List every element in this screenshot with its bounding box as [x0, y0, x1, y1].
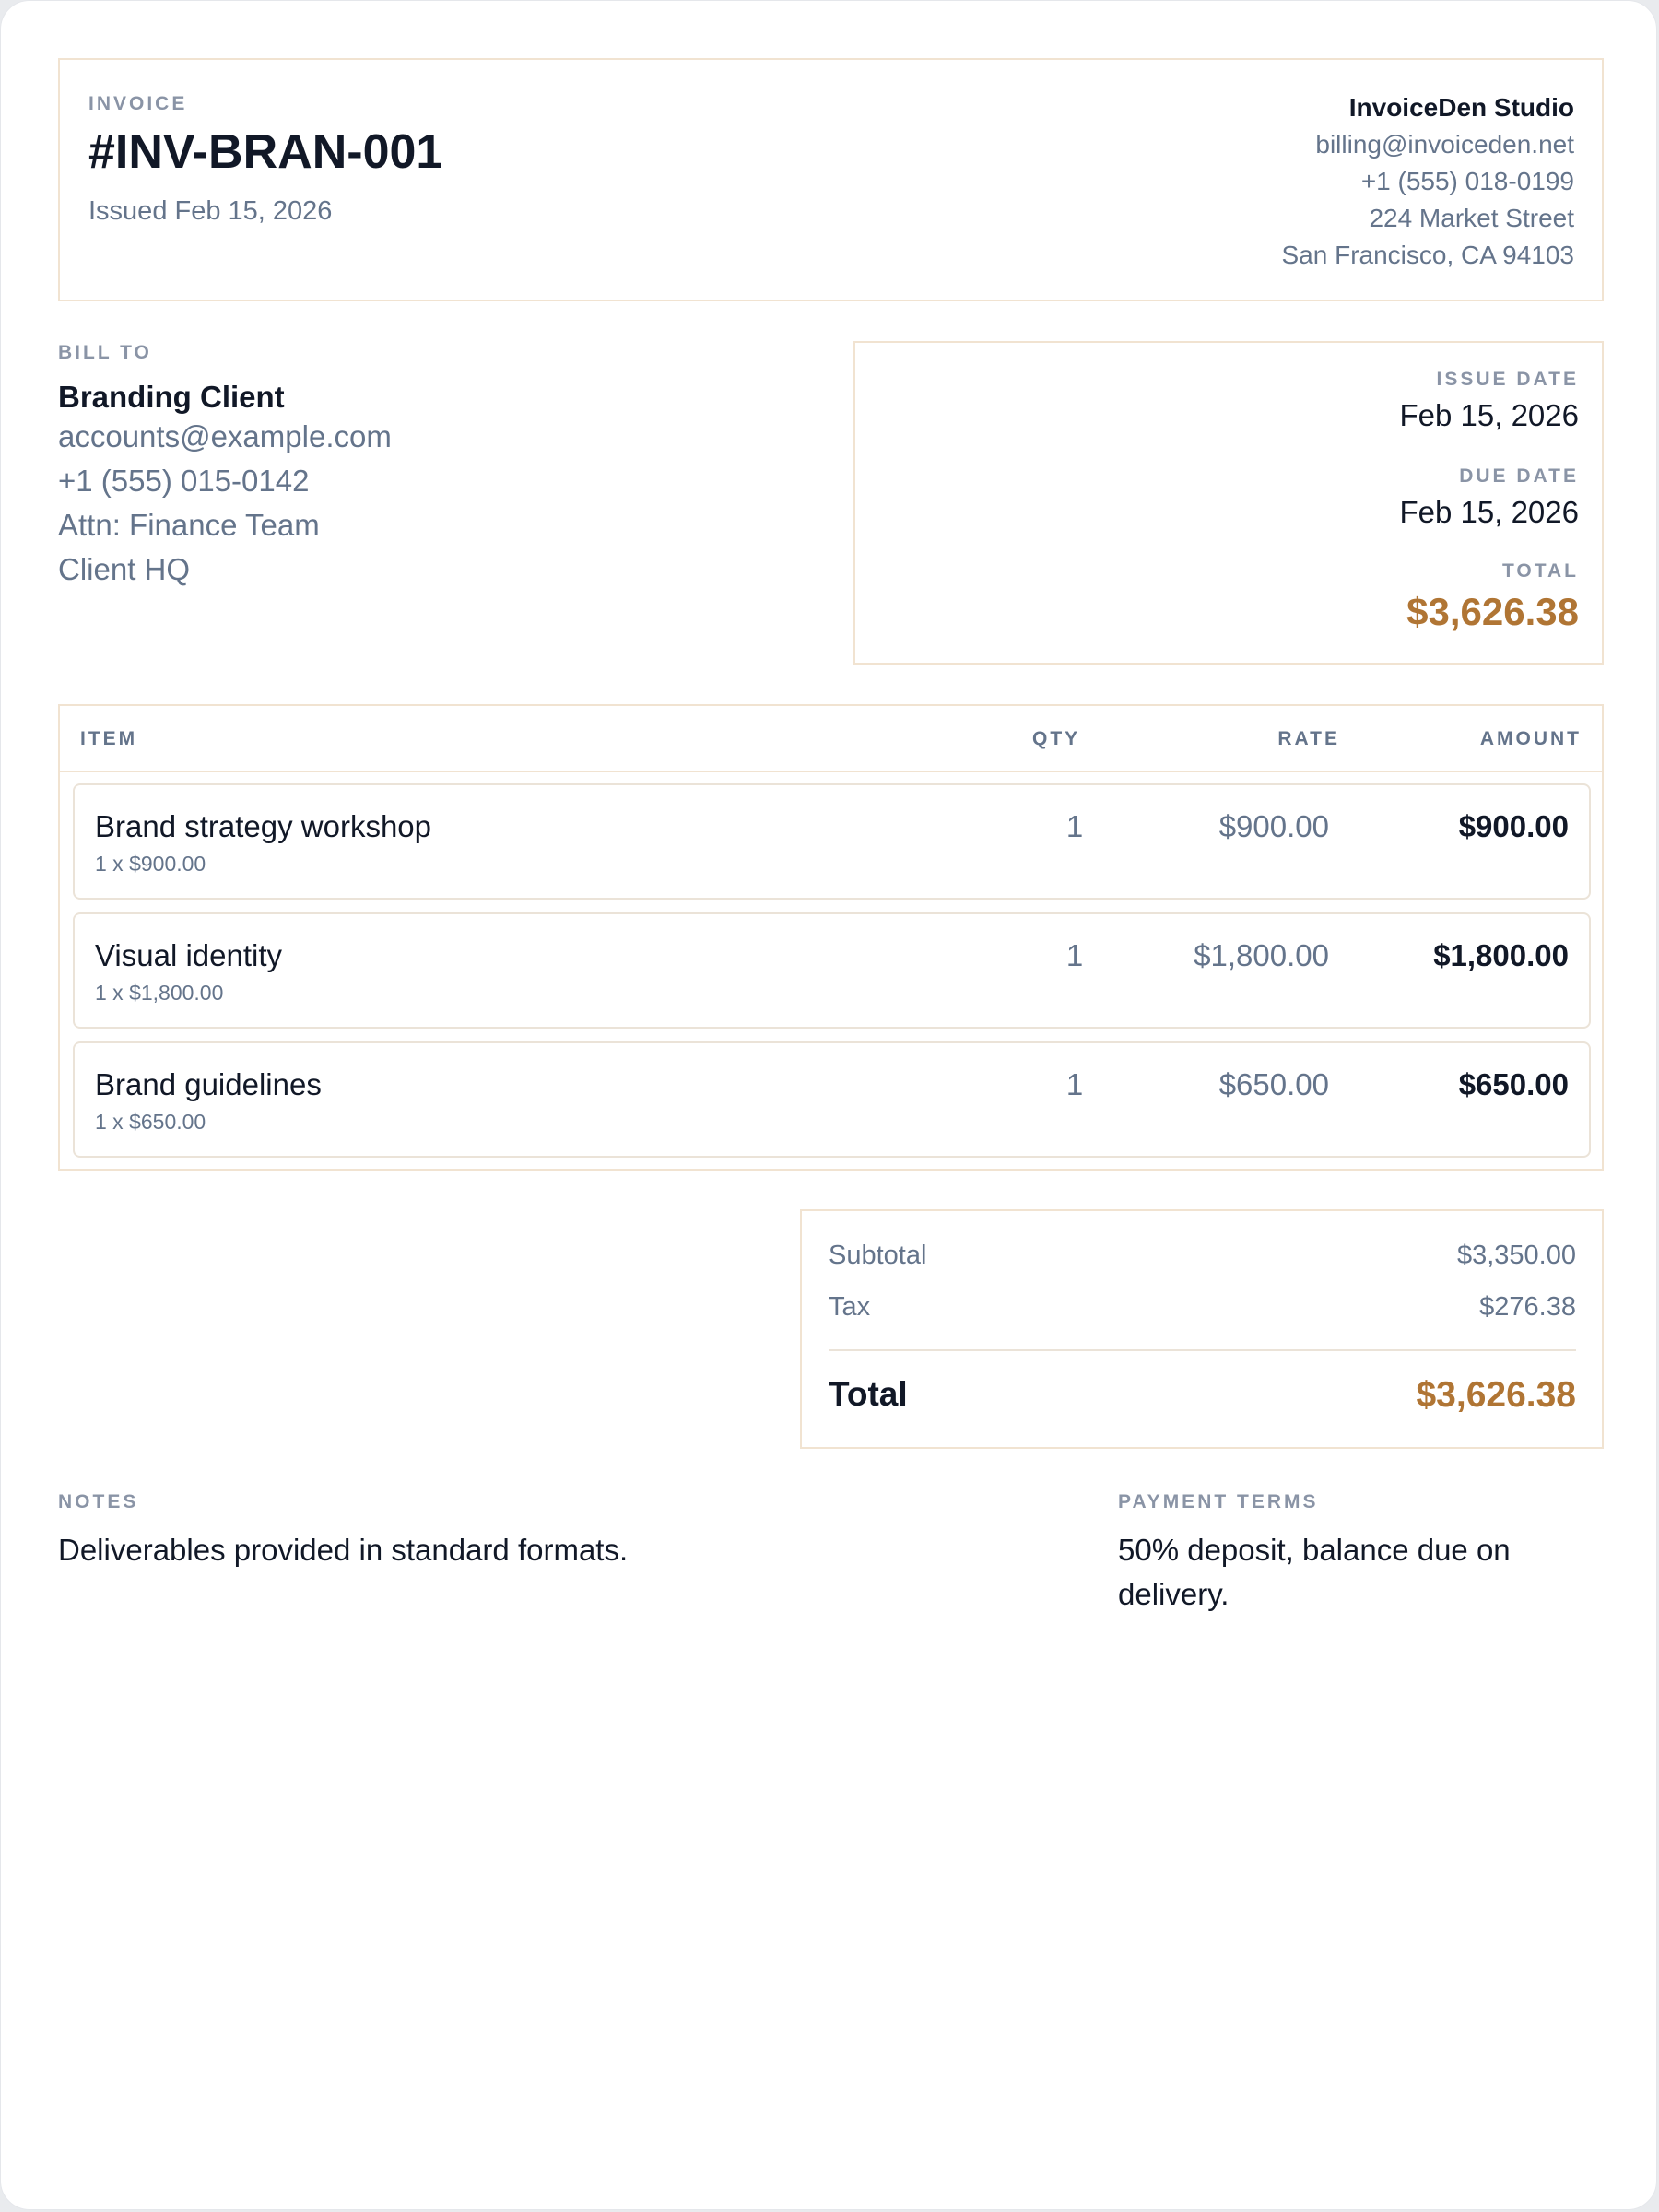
- totals-divider: [829, 1349, 1576, 1351]
- client-location: Client HQ: [58, 552, 191, 586]
- bill-to-label: BILL TO: [58, 342, 152, 363]
- client-email: accounts@example.com: [58, 419, 392, 453]
- summary-total-value: $3,626.38: [1406, 590, 1579, 633]
- invoice-eyebrow: INVOICE: [88, 93, 188, 114]
- header-rate: RATE: [1277, 728, 1340, 749]
- payment-terms-text: 50% deposit, balance due on delivery.: [1118, 1533, 1511, 1611]
- tax-label: Tax: [829, 1292, 871, 1322]
- item-detail: 1 x $650.00: [95, 1110, 206, 1134]
- subtotal-value: $3,350.00: [1456, 1241, 1576, 1270]
- item-name: Brand strategy workshop: [95, 809, 432, 843]
- item-qty: 1: [1065, 809, 1084, 843]
- studio-info: [1281, 89, 1574, 274]
- studio-name: InvoiceDen Studio: [1348, 93, 1574, 122]
- header-item: ITEM: [80, 728, 138, 749]
- client-name: Branding Client: [58, 380, 285, 414]
- item-detail: 1 x $900.00: [95, 852, 206, 876]
- notes-text: Deliverables provided in standard formats.: [58, 1533, 629, 1567]
- totals-box: [800, 1209, 1604, 1449]
- table-header: [60, 706, 1602, 772]
- payment-terms-section: [1118, 1491, 1579, 1617]
- issue-date-block: [1400, 369, 1580, 433]
- item-qty: 1: [1065, 938, 1084, 972]
- subtotal-label: Subtotal: [829, 1241, 927, 1270]
- notes-section: [58, 1491, 980, 1572]
- studio-street: 224 Market Street: [1369, 204, 1574, 232]
- item-rate: $900.00: [1218, 809, 1329, 843]
- invoice-number: #INV-BRAN-001: [88, 125, 443, 179]
- item-amount: $1,800.00: [1433, 938, 1569, 972]
- issued-date: Issued Feb 15, 2026: [88, 196, 333, 226]
- header-qty: QTY: [1032, 728, 1081, 749]
- tax-value: $276.38: [1479, 1292, 1576, 1322]
- issue-date-value: Feb 15, 2026: [1399, 398, 1579, 432]
- studio-phone: +1 (555) 018-0199: [1360, 167, 1574, 195]
- client-phone: +1 (555) 015-0142: [58, 464, 310, 498]
- issue-date-label: ISSUE DATE: [1436, 369, 1579, 390]
- item-amount: $650.00: [1458, 1067, 1569, 1101]
- studio-city: San Francisco, CA 94103: [1281, 241, 1574, 269]
- studio-email: billing@invoiceden.net: [1315, 130, 1574, 159]
- payment-terms-label: PAYMENT TERMS: [1118, 1491, 1319, 1512]
- items-table: [58, 704, 1604, 1171]
- table-row: [73, 783, 1591, 900]
- item-qty: 1: [1065, 1067, 1084, 1101]
- bill-to: [58, 342, 392, 592]
- due-date-block: [1400, 465, 1580, 530]
- due-date-value: Feb 15, 2026: [1399, 495, 1579, 529]
- table-row: [73, 1041, 1591, 1158]
- due-date-label: DUE DATE: [1459, 465, 1579, 487]
- item-rate: $1,800.00: [1194, 938, 1329, 972]
- item-name: Visual identity: [95, 938, 283, 972]
- item-rate: $650.00: [1218, 1067, 1329, 1101]
- total-block: [1406, 560, 1579, 634]
- table-row: [73, 912, 1591, 1029]
- item-amount: $900.00: [1458, 809, 1569, 843]
- header-amount: AMOUNT: [1479, 728, 1582, 749]
- total-value: $3,626.38: [1416, 1375, 1576, 1415]
- invoice-summary: [853, 341, 1604, 665]
- client-attn: Attn: Finance Team: [58, 508, 320, 542]
- item-name: Brand guidelines: [95, 1067, 322, 1101]
- summary-total-label: TOTAL: [1501, 560, 1579, 582]
- total-label: Total: [829, 1375, 908, 1413]
- invoice-header: [58, 58, 1604, 301]
- item-detail: 1 x $1,800.00: [95, 981, 224, 1005]
- notes-label: NOTES: [58, 1491, 139, 1512]
